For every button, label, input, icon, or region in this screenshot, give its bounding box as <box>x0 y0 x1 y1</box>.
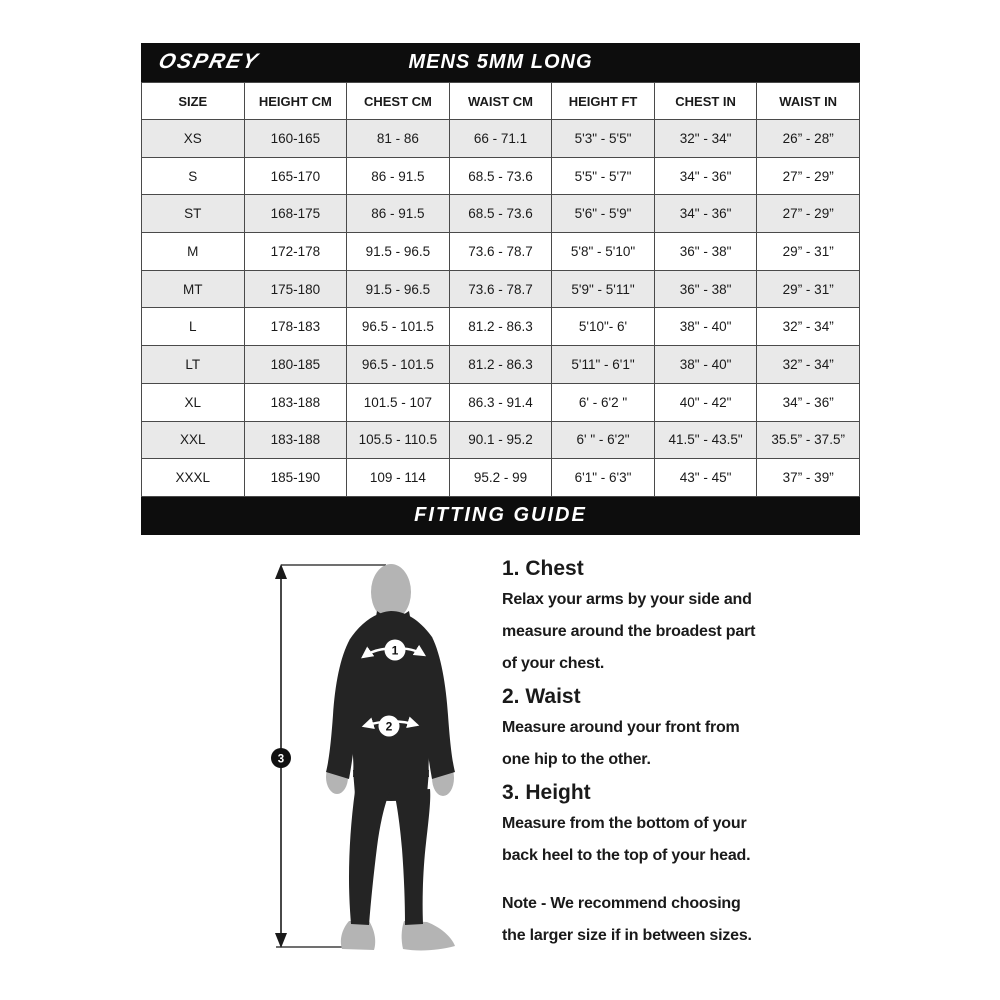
column-header-waist-in: WAIST IN <box>757 83 860 120</box>
table-cell: XXXL <box>142 459 245 497</box>
table-row <box>142 346 860 384</box>
height-arrow-down <box>275 933 287 948</box>
table-cell: 36" - 38" <box>654 270 757 308</box>
column-header-waist-cm: WAIST CM <box>449 83 552 120</box>
table-cell: 86 - 91.5 <box>347 195 450 233</box>
table-cell: 38" - 40" <box>654 346 757 384</box>
table-cell: 27” - 29” <box>757 157 860 195</box>
table-row <box>142 459 860 497</box>
chart-header <box>141 43 860 82</box>
table-cell: 6'1" - 6'3" <box>552 459 655 497</box>
table-cell: L <box>142 308 245 346</box>
osprey-logo: OSPREY <box>156 50 262 73</box>
table-cell: 5'6" - 5'9" <box>552 195 655 233</box>
header-row <box>142 83 860 120</box>
size-table-head <box>142 83 860 120</box>
table-cell: 81.2 - 86.3 <box>449 308 552 346</box>
table-row <box>142 308 860 346</box>
height-arrow-up <box>275 564 287 579</box>
table-cell: 185-190 <box>244 459 347 497</box>
table-row <box>142 120 860 158</box>
column-header-height-ft: HEIGHT FT <box>552 83 655 120</box>
table-cell: 41.5" - 43.5" <box>654 421 757 459</box>
table-cell: 183-188 <box>244 421 347 459</box>
table-cell: 34" - 36" <box>654 157 757 195</box>
size-table <box>141 82 860 497</box>
table-cell: 38" - 40" <box>654 308 757 346</box>
table-cell: ST <box>142 195 245 233</box>
table-cell: XL <box>142 383 245 421</box>
table-cell: XXL <box>142 421 245 459</box>
suit-right-leg <box>394 789 430 925</box>
table-cell: 5'8" - 5'10" <box>552 233 655 271</box>
column-header-chest-cm: CHEST CM <box>347 83 450 120</box>
guide-section-line: Measure from the bottom of your <box>502 815 747 832</box>
table-cell: 68.5 - 73.6 <box>449 157 552 195</box>
guide-section-line: one hip to the other. <box>502 751 651 768</box>
table-cell: 91.5 - 96.5 <box>347 270 450 308</box>
table-cell: 160-165 <box>244 120 347 158</box>
guide-section-line: Measure around your front from <box>502 719 740 736</box>
table-cell: 81 - 86 <box>347 120 450 158</box>
table-cell: 36" - 38" <box>654 233 757 271</box>
guide-section-heading: 2. Waist <box>502 685 581 708</box>
table-row <box>142 421 860 459</box>
table-cell: 183-188 <box>244 383 347 421</box>
table-cell: 165-170 <box>244 157 347 195</box>
guide-note <box>502 888 802 952</box>
guide-text <box>502 552 802 952</box>
table-cell: 90.1 - 95.2 <box>449 421 552 459</box>
guide-section-line: of your chest. <box>502 655 605 672</box>
figure-right-foot <box>402 921 455 950</box>
table-cell: 6' " - 6'2" <box>552 421 655 459</box>
table-cell: 32" - 34" <box>654 120 757 158</box>
height-marker-label: 3 <box>277 753 285 766</box>
table-row <box>142 195 860 233</box>
table-cell: 86.3 - 91.4 <box>449 383 552 421</box>
table-cell: 35.5” - 37.5” <box>757 421 860 459</box>
table-cell: 81.2 - 86.3 <box>449 346 552 384</box>
table-cell: 37” - 39” <box>757 459 860 497</box>
column-header-size: SIZE <box>142 83 245 120</box>
guide-section-line: measure around the broadest part <box>502 623 756 640</box>
guide-section-heading: 1. Chest <box>502 557 584 580</box>
table-cell: M <box>142 233 245 271</box>
table-cell: 96.5 - 101.5 <box>347 308 450 346</box>
table-cell: 95.2 - 99 <box>449 459 552 497</box>
column-header-chest-in: CHEST IN <box>654 83 757 120</box>
table-cell: 26” - 28” <box>757 120 860 158</box>
table-cell: 43" - 45" <box>654 459 757 497</box>
table-cell: 91.5 - 96.5 <box>347 233 450 271</box>
table-cell: 32” - 34” <box>757 308 860 346</box>
fitting-guide-title: FITTING GUIDE <box>414 504 587 527</box>
table-cell: MT <box>142 270 245 308</box>
table-cell: 5'9" - 5'11" <box>552 270 655 308</box>
guide-section-line: Relax your arms by your side and <box>502 591 752 608</box>
figure-left-foot <box>341 921 375 950</box>
table-cell: 180-185 <box>244 346 347 384</box>
table-cell: 168-175 <box>244 195 347 233</box>
table-row <box>142 233 860 271</box>
table-cell: 96.5 - 101.5 <box>347 346 450 384</box>
suit-torso <box>346 611 436 777</box>
table-cell: 68.5 - 73.6 <box>449 195 552 233</box>
table-cell: 34” - 36” <box>757 383 860 421</box>
waist-marker-label: 2 <box>385 719 393 734</box>
fitting-figure <box>250 545 510 985</box>
table-cell: 73.6 - 78.7 <box>449 270 552 308</box>
guide-note-line: the larger size if in between sizes. <box>502 927 752 944</box>
size-table-body <box>142 120 860 497</box>
table-cell: 29” - 31” <box>757 233 860 271</box>
table-cell: S <box>142 157 245 195</box>
suit-left-leg <box>349 791 390 925</box>
suit-right-arm <box>425 637 455 779</box>
table-cell: 73.6 - 78.7 <box>449 233 552 271</box>
table-cell: 32” - 34” <box>757 346 860 384</box>
table-cell: XS <box>142 120 245 158</box>
table-row <box>142 157 860 195</box>
table-cell: 27” - 29” <box>757 195 860 233</box>
chart-title: MENS 5MM LONG <box>408 51 593 73</box>
table-row <box>142 270 860 308</box>
table-cell: 40" - 42" <box>654 383 757 421</box>
table-cell: 29” - 31” <box>757 270 860 308</box>
table-cell: 172-178 <box>244 233 347 271</box>
suit-left-arm <box>326 639 357 779</box>
guide-note-line: Note - We recommend choosing <box>502 895 741 912</box>
wetsuit-figure-body <box>326 564 455 950</box>
table-cell: 178-183 <box>244 308 347 346</box>
chest-marker-label: 1 <box>391 643 399 658</box>
table-row <box>142 383 860 421</box>
fitting-guide-bar <box>141 497 860 535</box>
table-cell: 6' - 6'2 " <box>552 383 655 421</box>
size-chart <box>141 43 860 535</box>
table-cell: 5'11" - 6'1" <box>552 346 655 384</box>
table-cell: LT <box>142 346 245 384</box>
table-cell: 66 - 71.1 <box>449 120 552 158</box>
table-cell: 109 - 114 <box>347 459 450 497</box>
table-cell: 5'10"- 6' <box>552 308 655 346</box>
table-cell: 86 - 91.5 <box>347 157 450 195</box>
table-cell: 101.5 - 107 <box>347 383 450 421</box>
column-header-height-cm: HEIGHT CM <box>244 83 347 120</box>
guide-section-line: back heel to the top of your head. <box>502 847 751 864</box>
table-cell: 105.5 - 110.5 <box>347 421 450 459</box>
table-cell: 34" - 36" <box>654 195 757 233</box>
table-cell: 5'3" - 5'5" <box>552 120 655 158</box>
table-cell: 5'5" - 5'7" <box>552 157 655 195</box>
guide-section-heading: 3. Height <box>502 781 591 804</box>
table-cell: 175-180 <box>244 270 347 308</box>
